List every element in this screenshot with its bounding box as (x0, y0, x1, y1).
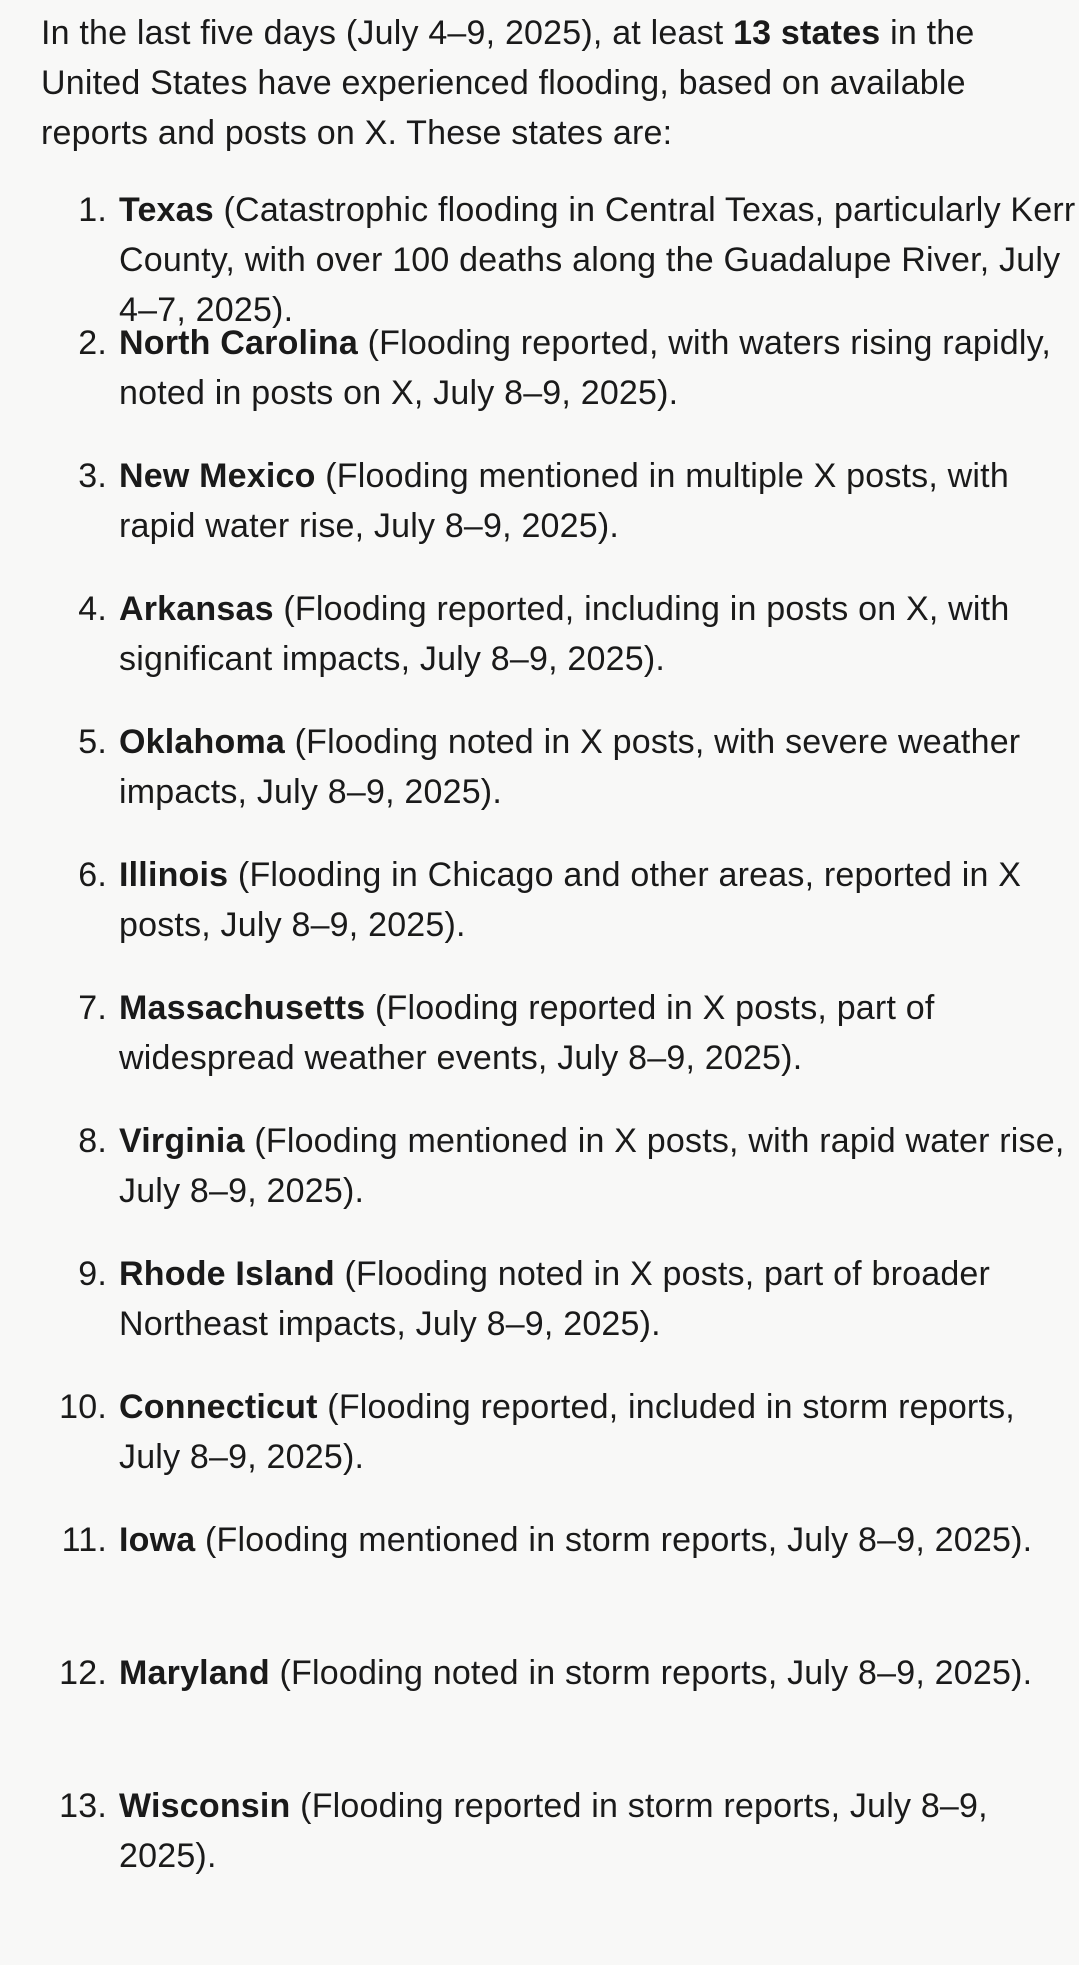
state-name: Wisconsin (119, 1787, 291, 1825)
state-name: Oklahoma (119, 723, 285, 761)
response-content (41, 8, 1076, 1914)
list-item (41, 717, 1041, 850)
list-item-text (119, 850, 1079, 950)
list-item (41, 584, 1041, 717)
list-item-text (119, 717, 1079, 817)
state-detail: (Flooding reported, with waters rising rapidly, noted in posts on X, July 8–9, 2025). (119, 324, 1051, 412)
list-item-text (119, 584, 1079, 684)
flooded-states-list (41, 185, 1076, 1914)
state-detail: (Flooding reported in X posts, part of widespread weather events, July 8–9, 2025). (119, 989, 935, 1077)
list-item (41, 185, 1076, 329)
intro-prefix: In the last five days (July 4–9, 2025), at least (41, 14, 734, 52)
state-detail: (Flooding noted in storm reports, July 8–9, 2025). (269, 1654, 1033, 1692)
list-item (41, 983, 1041, 1116)
state-detail: (Flooding mentioned in storm reports, July 8–9, 2025). (195, 1521, 1033, 1559)
state-name: New Mexico (119, 457, 316, 495)
list-item-text (119, 1648, 1079, 1698)
list-item (41, 451, 1041, 584)
intro-suffix: in the United States have experienced flooding, based on available reports and posts on X. These states are: (41, 14, 975, 152)
list-item-text (119, 451, 1079, 551)
list-item-text (119, 1249, 1079, 1349)
state-name: Connecticut (119, 1388, 318, 1426)
list-number: 7. (78, 989, 107, 1027)
state-name: Texas (119, 191, 214, 229)
list-number: 4. (78, 590, 107, 628)
state-name: Maryland (119, 1654, 270, 1692)
state-name: Arkansas (119, 590, 274, 628)
state-name: Iowa (119, 1521, 196, 1559)
state-detail: (Flooding noted in X posts, with severe weather impacts, July 8–9, 2025). (119, 723, 1021, 811)
list-number: 9. (78, 1255, 107, 1293)
list-item-text (119, 318, 1079, 418)
state-detail: (Flooding reported, included in storm reports, July 8–9, 2025). (119, 1388, 1015, 1476)
list-item-text (119, 185, 1079, 335)
list-item-text (119, 1515, 1079, 1565)
list-number: 5. (78, 723, 107, 761)
intro-highlight: 13 states (733, 14, 881, 52)
list-number: 13. (59, 1787, 107, 1825)
list-item (41, 1249, 1041, 1382)
list-item-text (119, 1116, 1079, 1216)
intro-paragraph (41, 8, 1041, 158)
state-name: North Carolina (119, 324, 358, 362)
list-number: 12. (59, 1654, 107, 1692)
state-name: Illinois (119, 856, 229, 894)
list-item (41, 1648, 1041, 1781)
list-number: 2. (78, 324, 107, 362)
list-number: 11. (61, 1521, 107, 1559)
state-detail: (Flooding mentioned in X posts, with rapid water rise, July 8–9, 2025). (119, 1122, 1065, 1210)
state-name: Massachusetts (119, 989, 366, 1027)
state-name: Rhode Island (119, 1255, 335, 1293)
list-item (41, 1781, 1041, 1914)
state-detail: (Flooding reported in storm reports, July 8–9, 2025). (119, 1787, 988, 1875)
state-detail: (Flooding in Chicago and other areas, reported in X posts, July 8–9, 2025). (119, 856, 1022, 944)
list-item-text (119, 1781, 1079, 1881)
state-detail: (Catastrophic flooding in Central Texas, particularly Kerr County, with over 100 deaths along the Guadalupe River, July 4–7, 2025). (119, 191, 1076, 329)
list-item-text (119, 983, 1079, 1083)
state-name: Virginia (119, 1122, 245, 1160)
list-number: 10. (59, 1388, 107, 1426)
list-number: 6. (78, 856, 107, 894)
list-item-text (119, 1382, 1079, 1482)
list-item (41, 1382, 1041, 1515)
list-number: 8. (78, 1122, 107, 1160)
list-item (41, 850, 1041, 983)
list-item (41, 1116, 1065, 1249)
state-detail: (Flooding noted in X posts, part of broader Northeast impacts, July 8–9, 2025). (119, 1255, 991, 1343)
state-detail: (Flooding reported, including in posts on X, with significant impacts, July 8–9, 2025). (119, 590, 1010, 678)
list-item (41, 318, 1051, 451)
list-number: 3. (78, 457, 107, 495)
list-item (41, 1515, 1041, 1648)
list-number: 1. (78, 191, 107, 229)
state-detail: (Flooding mentioned in multiple X posts, with rapid water rise, July 8–9, 2025). (119, 457, 1009, 545)
